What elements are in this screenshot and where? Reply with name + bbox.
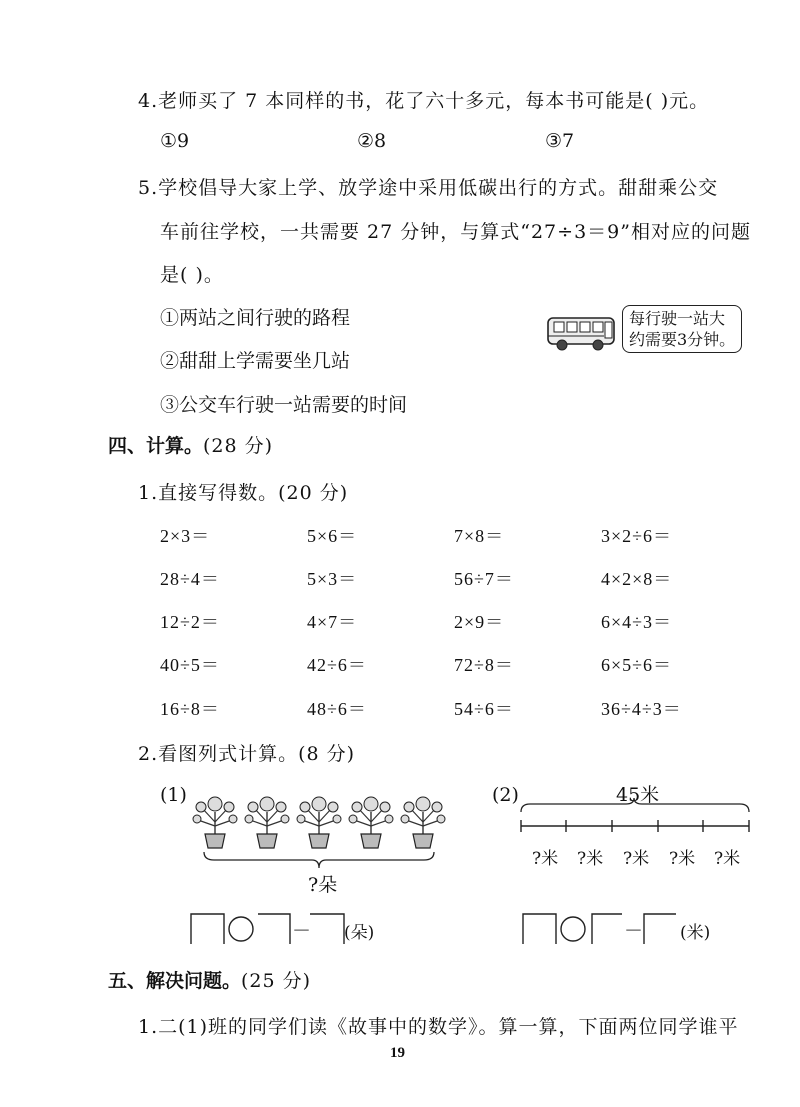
calc-item: 6×4÷3＝ <box>601 612 673 632</box>
calc-item: 40÷5＝ <box>160 655 220 675</box>
fig2-part: ?米 <box>669 849 696 869</box>
page-number: 19 <box>390 1045 405 1061</box>
calc-item: 72÷8＝ <box>454 655 514 675</box>
section-5-q1: 1.二(1)班的同学们读《故事中的数学》。算一算，下面两位同学谁平 <box>138 1016 739 1038</box>
calc-item: 2×9＝ <box>454 612 505 632</box>
fig1-label: (1) <box>160 784 187 806</box>
calc-item: 6×5÷6＝ <box>601 655 673 675</box>
section-4-title: 四、计算。 <box>108 435 204 457</box>
calc-item: 16÷8＝ <box>160 699 220 719</box>
q4-text: 4.老师买了 7 本同样的书，花了六十多元，每本书可能是( )元。 <box>138 90 710 112</box>
flower-pots-illustration <box>190 792 448 872</box>
calc-item: 12÷2＝ <box>160 612 220 632</box>
q5-option-3: ③公交车行驶一站需要的时间 <box>160 394 408 416</box>
q4-option-1: ①9 <box>160 130 190 152</box>
fig1-minus: － <box>292 920 312 942</box>
fig2-part: ?米 <box>714 849 741 869</box>
calc-item: 7×8＝ <box>454 526 505 546</box>
q4-option-3: ③7 <box>545 130 575 152</box>
fig1-answer-template <box>190 913 350 945</box>
q5-option-1: ①两站之间行驶的路程 <box>160 307 351 329</box>
calc-item: 4×2×8＝ <box>601 569 673 589</box>
line-segment-diagram <box>518 798 754 842</box>
section-4-sub1: 1.直接写得数。(20 分) <box>138 482 349 504</box>
calc-item: 2×3＝ <box>160 526 211 546</box>
calc-item: 54÷6＝ <box>454 699 514 719</box>
fig2-part: ?米 <box>532 849 559 869</box>
fig2-answer-template <box>522 913 682 945</box>
q5-line-2: 车前往学校，一共需要 27 分钟，与算式“27÷3＝9”相对应的问题 <box>160 221 751 243</box>
fig2-part: ?米 <box>577 849 604 869</box>
bubble-line-1: 每行驶一站大 <box>629 309 726 328</box>
section-4-score: (28 分) <box>203 435 274 457</box>
speech-bubble <box>622 305 742 353</box>
section-4-heading <box>108 431 273 458</box>
fig1-question: ?朵 <box>308 874 338 896</box>
fig2-label: (2) <box>492 784 519 806</box>
calc-item: 48÷6＝ <box>307 699 367 719</box>
fig1-unit: (朵) <box>344 923 375 943</box>
section-5-heading <box>108 966 311 993</box>
fig2-part: ?米 <box>623 849 650 869</box>
q5-option-2: ②甜甜上学需要坐几站 <box>160 350 351 372</box>
section-4-sub2: 2.看图列式计算。(8 分) <box>138 743 356 765</box>
q5-line-3: 是( )。 <box>160 264 224 286</box>
calc-item: 5×3＝ <box>307 569 358 589</box>
fig2-minus: － <box>624 920 644 942</box>
q5-line-1: 5.学校倡导大家上学、放学途中采用低碳出行的方式。甜甜乘公交 <box>138 177 719 199</box>
calc-item: 28÷4＝ <box>160 569 220 589</box>
fig2-total: 45米 <box>616 784 660 806</box>
calc-item: 42÷6＝ <box>307 655 367 675</box>
bubble-line-2: 约需要3分钟。 <box>629 330 736 349</box>
calc-item: 5×6＝ <box>307 526 358 546</box>
q4-option-2: ②8 <box>357 130 387 152</box>
fig2-unit: (米) <box>680 923 711 943</box>
calc-item: 56÷7＝ <box>454 569 514 589</box>
calc-item: 36÷4÷3＝ <box>601 699 682 719</box>
section-5-score: (25 分) <box>241 970 312 992</box>
section-5-title: 五、解决问题。 <box>108 970 242 992</box>
calc-item: 3×2÷6＝ <box>601 526 673 546</box>
bus-icon <box>546 314 618 354</box>
calc-item: 4×7＝ <box>307 612 358 632</box>
